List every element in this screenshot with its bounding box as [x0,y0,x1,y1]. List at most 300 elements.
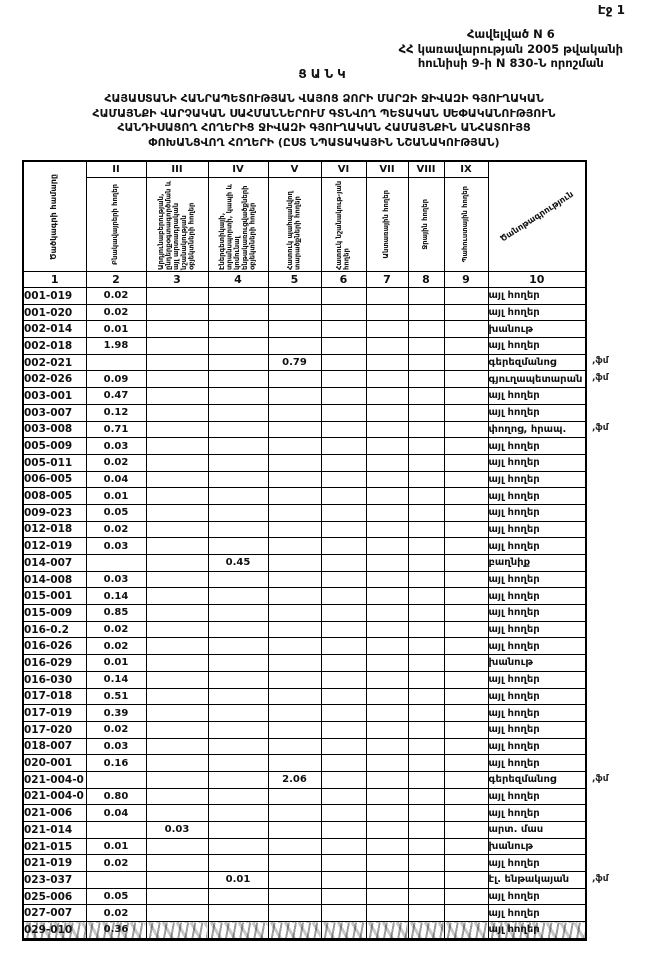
row-value: 0.14 [86,671,146,688]
roman-V: V [268,161,321,178]
row-value [208,688,268,705]
row-value [146,388,208,405]
row-value [321,888,366,905]
row-value [146,454,208,471]
row-note: այլ հողեր [488,521,586,538]
row-value [408,905,444,922]
row-value [146,354,208,371]
col-header-residential: Բնակավայրերի հողեր [86,178,146,272]
row-code: 015-009 [23,605,86,622]
table-row [23,838,586,855]
row-value [408,354,444,371]
row-value [146,555,208,572]
table-row [23,471,586,488]
row-value: 0.47 [86,388,146,405]
row-value: 0.03 [146,822,208,839]
row-value [208,471,268,488]
table-row [23,404,586,421]
table-row [23,304,586,321]
row-note: այլ հողեր [488,388,586,405]
row-value [146,488,208,505]
row-value [366,605,408,622]
row-value [208,371,268,388]
row-code: 002-018 [23,338,86,355]
row-value [268,288,321,305]
row-value [268,504,321,521]
table-row [23,321,586,338]
table-row [23,755,586,772]
table-row [23,738,586,755]
row-value [366,338,408,355]
row-value [444,404,488,421]
row-value: 0.01 [208,872,268,889]
margin-mark: ,ֆմ [592,372,609,383]
row-value: 0.51 [86,688,146,705]
row-note: այլ հողեր [488,588,586,605]
row-value [408,454,444,471]
row-value [444,438,488,455]
row-value [268,788,321,805]
row-value [268,872,321,889]
row-note: խանութ [488,321,586,338]
row-value [146,304,208,321]
row-value [208,771,268,788]
row-value [146,421,208,438]
row-note: այլ հողեր [488,638,586,655]
table-row [23,888,586,905]
row-note: էլ. ենթակայան [488,872,586,889]
row-note: գյուղապետարան [488,371,586,388]
row-value [408,421,444,438]
row-value [444,304,488,321]
col-header-reserve: Պահուստային հողեր [444,178,488,272]
col-header-special: Հատուկ նշանակութ-յան հողեր [321,178,366,272]
row-value [366,621,408,638]
roman-II: II [86,161,146,178]
row-value [208,588,268,605]
row-value [208,855,268,872]
row-value [146,471,208,488]
row-value [444,354,488,371]
row-value [268,555,321,572]
title-line-1: ՀԱՅԱՍՏԱՆԻ ՀԱՆՐԱՊԵՏՈՒԹՅԱՆ ՎԱՅՈՑ ՁՈՐԻ ՄԱՐԶԻ ՋԻՎԱԶԻ ԳՅՈՒՂԱԿԱՆ [104,92,544,105]
row-value [321,555,366,572]
row-value [268,638,321,655]
row-code: 003-008 [23,421,86,438]
row-note: այլ հողեր [488,705,586,722]
row-value: 0.02 [86,721,146,738]
row-note: այլ հողեր [488,922,586,940]
row-value [268,521,321,538]
row-note: այլ հողեր [488,621,586,638]
row-value [268,471,321,488]
row-value [408,872,444,889]
row-value: 0.01 [86,488,146,505]
row-value [321,338,366,355]
table-row [23,488,586,505]
row-value [408,338,444,355]
roman-VIII: VIII [408,161,444,178]
row-value [208,354,268,371]
row-note: այլ հողեր [488,721,586,738]
col-num-7: 7 [366,272,408,288]
row-value [146,638,208,655]
row-value [408,671,444,688]
row-value [321,454,366,471]
row-value [444,605,488,622]
row-value: 0.39 [86,705,146,722]
row-code: 018-007 [23,738,86,755]
row-value [146,371,208,388]
row-code: 005-011 [23,454,86,471]
table-row [23,521,586,538]
row-value [366,421,408,438]
row-value [146,755,208,772]
table-row [23,421,586,438]
row-value [444,855,488,872]
row-value [321,905,366,922]
row-value [208,805,268,822]
table-row [23,454,586,471]
row-value [366,755,408,772]
row-value [444,705,488,722]
row-value: 0.45 [208,555,268,572]
row-code: 002-014 [23,321,86,338]
row-value [146,538,208,555]
row-value [408,304,444,321]
table-row [23,771,586,788]
row-value [208,655,268,672]
row-value [444,388,488,405]
col-header-industrial: Արդյունաբերության, ընդերքօգտագործման և այլ արտադրական նշանակության օբյեկտների հողեր [146,178,208,272]
row-value [208,755,268,772]
row-value [321,771,366,788]
table-row [23,538,586,555]
row-value [208,621,268,638]
row-value [208,838,268,855]
row-value [444,788,488,805]
row-value [208,488,268,505]
row-code: 021-004-0 [23,788,86,805]
row-value: 0.12 [86,404,146,421]
row-value [366,588,408,605]
row-note: այլ հողեր [488,288,586,305]
row-code: 017-019 [23,705,86,722]
row-value [444,905,488,922]
row-value [268,438,321,455]
row-value [444,688,488,705]
row-code: 016-029 [23,655,86,672]
row-value [408,805,444,822]
col-num-3: 3 [146,272,208,288]
row-value [208,454,268,471]
row-value [444,288,488,305]
document-title [34,92,614,151]
row-value [366,738,408,755]
row-value [268,421,321,438]
row-value: 0.16 [86,755,146,772]
row-value [208,521,268,538]
row-value [408,504,444,521]
row-value: 0.04 [86,471,146,488]
row-value [208,905,268,922]
row-value [408,771,444,788]
row-value [146,771,208,788]
row-value [366,721,408,738]
row-value: 1.98 [86,338,146,355]
roman-VI: VI [321,161,366,178]
row-value: 0.71 [86,421,146,438]
row-value: 0.02 [86,621,146,638]
row-value: 0.02 [86,304,146,321]
row-note: այլ հողեր [488,688,586,705]
row-value [444,471,488,488]
row-note: արտ. մաս [488,822,586,839]
row-value [86,872,146,889]
row-value [408,755,444,772]
row-note: այլ հողեր [488,571,586,588]
row-value [366,404,408,421]
row-value [268,855,321,872]
row-value [146,404,208,421]
row-value [321,571,366,588]
table-row [23,822,586,839]
row-note: այլ հողեր [488,404,586,421]
row-value [146,321,208,338]
row-value: 0.01 [86,655,146,672]
row-value [444,838,488,855]
table-row [23,371,586,388]
row-value [366,655,408,672]
row-value [146,504,208,521]
col-header-water: Ջրային հողեր [408,178,444,272]
row-value [444,571,488,588]
row-value [146,671,208,688]
row-value: 0.36 [86,922,146,940]
row-value [366,638,408,655]
appendix-block [399,27,623,71]
row-code: 021-014 [23,822,86,839]
row-value [444,421,488,438]
row-value [444,721,488,738]
row-value: 0.03 [86,438,146,455]
row-value [408,922,444,940]
row-value [268,338,321,355]
row-value [444,521,488,538]
table-row [23,655,586,672]
row-code: 014-008 [23,571,86,588]
row-value: 0.02 [86,521,146,538]
row-value [321,404,366,421]
row-note: այլ հողեր [488,888,586,905]
row-value [146,688,208,705]
row-value [268,371,321,388]
row-value [321,321,366,338]
row-value [321,438,366,455]
row-value [268,721,321,738]
row-value [408,655,444,672]
title-line-4: ՓՈԽԱՆՑՎՈՂ ՀՈՂԵՐԻ (ԸՍՏ ՆՊԱՏԱԿԱՅԻՆ ՆՇԱՆԱԿՈՒԹՅԱՆ) [148,136,500,150]
row-value [321,504,366,521]
col-num-8: 8 [408,272,444,288]
row-code: 017-020 [23,721,86,738]
row-value [444,872,488,889]
row-value [268,838,321,855]
row-value [408,605,444,622]
row-value [208,788,268,805]
row-value [444,638,488,655]
row-value [208,738,268,755]
row-value [366,705,408,722]
row-code: 017-018 [23,688,86,705]
row-note: այլ հողեր [488,538,586,555]
row-code: 008-005 [23,488,86,505]
row-value [408,288,444,305]
col-header-protected: Հատուկ պահպանվող տարածքների հողեր [268,178,321,272]
roman-IV: IV [208,161,268,178]
row-value [321,304,366,321]
row-note: այլ հողեր [488,605,586,622]
row-code: 012-018 [23,521,86,538]
row-value [321,671,366,688]
row-value [321,855,366,872]
row-note: այլ հողեր [488,438,586,455]
table-row [23,388,586,405]
row-value [444,671,488,688]
row-value [321,755,366,772]
row-value [86,354,146,371]
row-note: այլ հողեր [488,671,586,688]
row-value: 0.03 [86,571,146,588]
table-row [23,705,586,722]
row-value [321,621,366,638]
row-value: 0.14 [86,588,146,605]
row-value: 0.05 [86,504,146,521]
row-value [408,404,444,421]
row-note: բաղնիք [488,555,586,572]
row-value [146,521,208,538]
margin-mark: ,ֆմ [592,773,609,784]
table-row [23,788,586,805]
col-num-1: 1 [23,272,86,288]
row-value [408,488,444,505]
row-value [208,388,268,405]
row-value [208,421,268,438]
row-value [146,888,208,905]
row-value [408,688,444,705]
row-code: 002-021 [23,354,86,371]
col-num-6: 6 [321,272,366,288]
row-code: 009-023 [23,504,86,521]
row-value: 2.06 [268,771,321,788]
row-value [268,538,321,555]
row-value [444,621,488,638]
margin-mark: ,ֆմ [592,422,609,433]
row-note: այլ հողեր [488,488,586,505]
row-value [146,838,208,855]
row-value: 0.09 [86,371,146,388]
row-value [208,321,268,338]
row-value [146,655,208,672]
row-value [268,454,321,471]
row-value [208,288,268,305]
table-header [23,161,586,288]
row-value [268,404,321,421]
margin-mark: ,ֆմ [592,874,609,885]
row-value [408,555,444,572]
row-value: 0.80 [86,788,146,805]
row-value [321,738,366,755]
row-value [408,388,444,405]
col-num-10: 10 [488,272,586,288]
row-value: 0.02 [86,905,146,922]
row-value [208,705,268,722]
table-row [23,605,586,622]
row-note: այլ հողեր [488,755,586,772]
row-value [366,855,408,872]
row-value [321,388,366,405]
row-value [366,504,408,521]
page-number: Էջ 1 [597,3,625,17]
row-code: 006-005 [23,471,86,488]
row-value [208,822,268,839]
col-num-2: 2 [86,272,146,288]
row-value [408,638,444,655]
row-code: 003-007 [23,404,86,421]
row-value [444,588,488,605]
row-value [366,521,408,538]
row-value [208,721,268,738]
row-value [321,822,366,839]
row-value [408,571,444,588]
row-value [208,638,268,655]
roman-III: III [146,161,208,178]
table-body [23,288,586,940]
row-value [408,621,444,638]
row-value: 0.85 [86,605,146,622]
row-note: այլ հողեր [488,905,586,922]
row-value [268,822,321,839]
row-note: այլ հողեր [488,304,586,321]
row-value: 0.02 [86,288,146,305]
row-note: գերեզմանոց [488,771,586,788]
row-value [268,738,321,755]
row-value [146,721,208,738]
row-value [268,304,321,321]
row-value: 0.02 [86,855,146,872]
row-value [146,438,208,455]
row-value [146,922,208,940]
row-value [321,421,366,438]
table-row [23,354,586,371]
row-value [444,922,488,940]
row-value [146,855,208,872]
table-row [23,855,586,872]
row-value [444,738,488,755]
row-code: 001-020 [23,304,86,321]
row-value [146,621,208,638]
row-code: 023-037 [23,872,86,889]
row-note: այլ հողեր [488,805,586,822]
row-value [146,338,208,355]
row-value [146,738,208,755]
row-value [321,788,366,805]
row-value [268,688,321,705]
row-value [208,922,268,940]
row-code: 021-004-0 [23,771,86,788]
row-value [86,822,146,839]
row-value [366,822,408,839]
